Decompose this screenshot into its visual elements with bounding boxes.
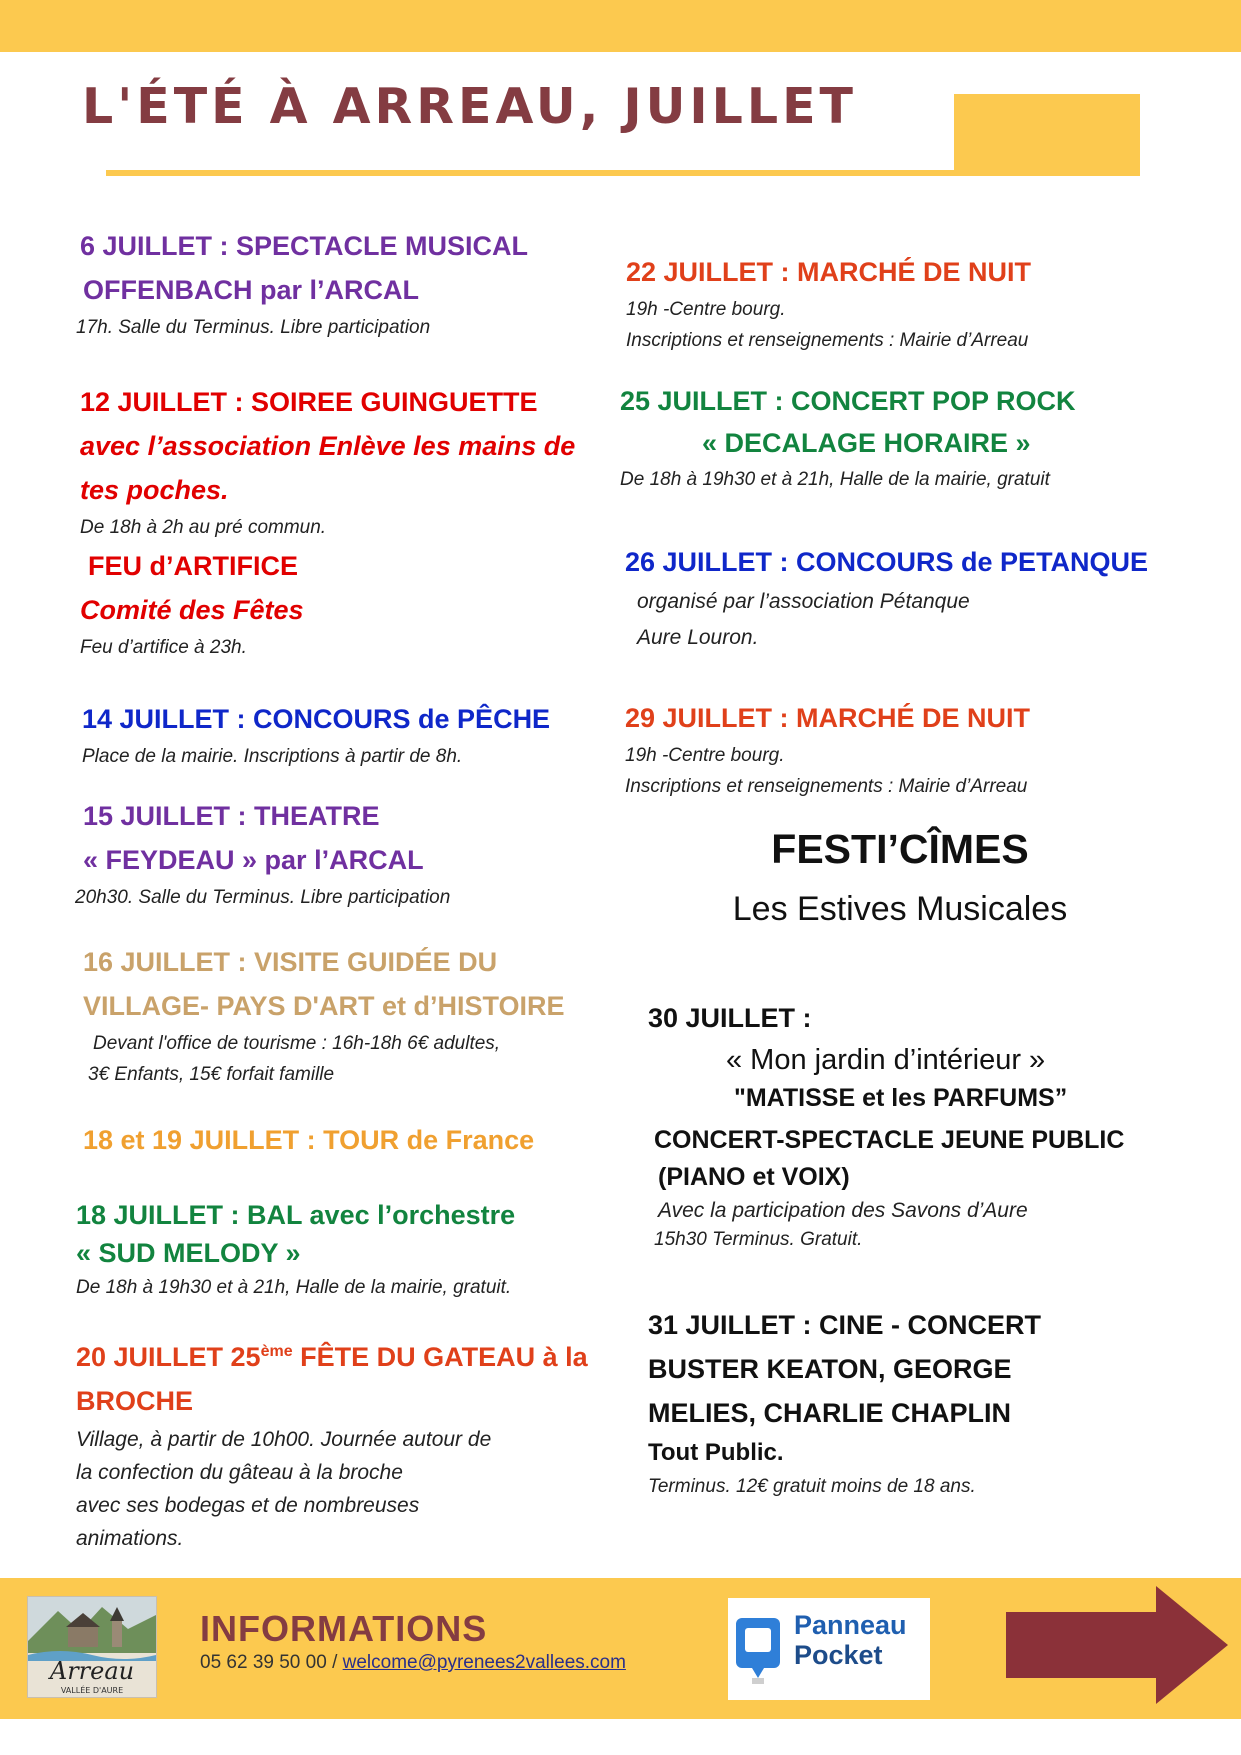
event-detail: 15h30 Terminus. Gratuit. bbox=[654, 1229, 863, 1250]
event-title-part: FÊTE DU GATEAU à la bbox=[292, 1342, 588, 1372]
informations-title: INFORMATIONS bbox=[200, 1608, 488, 1649]
event-title: 22 JUILLET : MARCHÉ DE NUIT bbox=[626, 257, 1032, 287]
event-31-juillet bbox=[648, 1303, 1041, 1502]
event-title: « FEYDEAU » par l’ARCAL bbox=[83, 845, 424, 875]
event-15-juillet bbox=[75, 794, 451, 913]
arrow-right-icon bbox=[1006, 1586, 1228, 1704]
event-subtitle: "MATISSE et les PARFUMS” bbox=[734, 1084, 1068, 1112]
event-detail: Place de la mairie. Inscriptions à partir de 8h. bbox=[82, 746, 463, 767]
event-title: 30 JUILLET : bbox=[648, 1003, 812, 1033]
event-detail: Inscriptions et renseignements : Mairie d’Arreau bbox=[625, 776, 1028, 797]
event-title: BUSTER KEATON, GEORGE bbox=[648, 1354, 1012, 1384]
event-detail: Village, à partir de 10h00. Journée autour de bbox=[76, 1428, 492, 1451]
event-title: 29 JUILLET : MARCHÉ DE NUIT bbox=[625, 703, 1031, 733]
event-detail: avec ses bodegas et de nombreuses bbox=[76, 1494, 420, 1517]
event-title: 18 et 19 JUILLET : TOUR de France bbox=[83, 1125, 535, 1155]
event-detail: organisé par l’association Pétanque bbox=[637, 590, 970, 613]
event-detail: la confection du gâteau à la broche bbox=[76, 1461, 403, 1484]
event-detail: 20h30. Salle du Terminus. Libre participation bbox=[75, 887, 451, 908]
event-title: 26 JUILLET : CONCOURS de PETANQUE bbox=[625, 547, 1149, 577]
page-title: L'ÉTÉ À ARREAU, JUILLET bbox=[82, 78, 857, 135]
event-16-juillet bbox=[83, 940, 564, 1090]
event-title: avec l’association Enlève les mains de bbox=[80, 431, 576, 461]
event-title: BROCHE bbox=[76, 1386, 194, 1416]
festicimes-title: FESTI’CÎMES bbox=[771, 826, 1029, 872]
panneau-pocket-text bbox=[794, 1610, 907, 1670]
event-22-juillet bbox=[626, 250, 1031, 356]
event-title: 12 JUILLET : SOIREE GUINGUETTE bbox=[80, 387, 538, 417]
event-detail: De 18h à 19h30 et à 21h, Halle de la mairie, gratuit bbox=[620, 469, 1050, 490]
event-detail: Feu d’artifice à 23h. bbox=[80, 637, 247, 658]
event-title: VILLAGE- PAYS D'ART et d’HISTOIRE bbox=[83, 991, 565, 1021]
event-detail: animations. bbox=[76, 1527, 184, 1550]
title-underline bbox=[106, 170, 954, 176]
festicimes-subtitle: Les Estives Musicales bbox=[732, 890, 1068, 928]
event-title: 16 JUILLET : VISITE GUIDÉE DU bbox=[83, 947, 498, 977]
event-title: 25 JUILLET : CONCERT POP ROCK bbox=[620, 386, 1076, 416]
event-title: 18 JUILLET : BAL avec l’orchestre bbox=[76, 1200, 516, 1230]
event-detail: De 18h à 19h30 et à 21h, Halle de la mairie, gratuit. bbox=[76, 1277, 512, 1298]
event-title: Comité des Fêtes bbox=[80, 595, 304, 625]
event-detail: 17h. Salle du Terminus. Libre participation bbox=[76, 317, 431, 338]
event-subtitle: (PIANO et VOIX) bbox=[658, 1163, 850, 1191]
event-14-juillet bbox=[82, 697, 550, 772]
event-title: 31 JUILLET : CINE - CONCERT bbox=[648, 1310, 1042, 1340]
event-title: Tout Public. bbox=[648, 1439, 784, 1466]
phone-number: 05 62 39 50 00 / bbox=[200, 1652, 343, 1673]
event-25-juillet bbox=[620, 380, 1076, 495]
event-title: MELIES, CHARLIE CHAPLIN bbox=[648, 1398, 1012, 1428]
top-banner bbox=[0, 0, 1241, 52]
event-detail: Aure Louron. bbox=[637, 626, 759, 649]
event-detail: Terminus. 12€ gratuit moins de 18 ans. bbox=[648, 1476, 976, 1497]
event-detail: Avec la participation des Savons d’Aure bbox=[658, 1199, 1028, 1222]
event-title: tes poches. bbox=[80, 475, 229, 505]
event-30-juillet bbox=[648, 996, 1124, 1253]
event-title bbox=[76, 1330, 588, 1379]
event-detail: Inscriptions et renseignements : Mairie d’Arreau bbox=[626, 330, 1029, 351]
panneau-text: Panneau bbox=[794, 1610, 907, 1640]
event-title: 6 JUILLET : SPECTACLE MUSICAL bbox=[80, 231, 529, 261]
contact-line bbox=[200, 1652, 626, 1674]
event-title: 15 JUILLET : THEATRE bbox=[83, 801, 380, 831]
svg-text:VALLÉE D'AURE: VALLÉE D'AURE bbox=[60, 1686, 124, 1695]
event-title: « SUD MELODY » bbox=[76, 1238, 301, 1268]
title-decoration-box bbox=[954, 94, 1140, 176]
event-feu-artifice bbox=[80, 544, 304, 663]
arreau-logo-icon bbox=[28, 1597, 156, 1697]
event-6-juillet bbox=[76, 224, 529, 343]
panneau-pocket-logo[interactable] bbox=[728, 1598, 930, 1700]
event-title: 14 JUILLET : CONCOURS de PÊCHE bbox=[82, 704, 551, 734]
event-detail: De 18h à 2h au pré commun. bbox=[80, 517, 327, 538]
event-title: OFFENBACH par l’ARCAL bbox=[83, 275, 419, 305]
event-title: FEU d’ARTIFICE bbox=[88, 551, 298, 581]
arreau-logo bbox=[27, 1596, 157, 1698]
email-link[interactable]: welcome@pyrenees2vallees.com bbox=[342, 1652, 626, 1673]
event-detail: 3€ Enfants, 15€ forfait famille bbox=[88, 1064, 335, 1085]
event-12-juillet bbox=[80, 380, 575, 543]
event-detail: 19h -Centre bourg. bbox=[626, 299, 786, 320]
event-subtitle: « Mon jardin d’intérieur » bbox=[726, 1044, 1046, 1076]
event-subtitle: CONCERT-SPECTACLE JEUNE PUBLIC bbox=[654, 1126, 1125, 1154]
event-title-part: 20 JUILLET 25 bbox=[76, 1342, 261, 1372]
event-detail: 19h -Centre bourg. bbox=[625, 745, 785, 766]
event-tour-de-france bbox=[83, 1118, 534, 1162]
event-26-juillet bbox=[625, 540, 1148, 656]
event-29-juillet bbox=[625, 696, 1030, 802]
event-title-sup: ème bbox=[260, 1343, 293, 1360]
svg-text:Arreau: Arreau bbox=[49, 1657, 135, 1685]
event-detail: Devant l'office de tourisme : 16h-18h 6€ adultes, bbox=[93, 1033, 501, 1054]
pocket-text: Pocket bbox=[794, 1640, 883, 1670]
event-title: « DECALAGE HORAIRE » bbox=[702, 428, 1031, 458]
event-18-juillet-bal bbox=[76, 1196, 515, 1303]
panneau-pocket-icon bbox=[728, 1598, 788, 1698]
event-20-juillet bbox=[76, 1330, 588, 1555]
